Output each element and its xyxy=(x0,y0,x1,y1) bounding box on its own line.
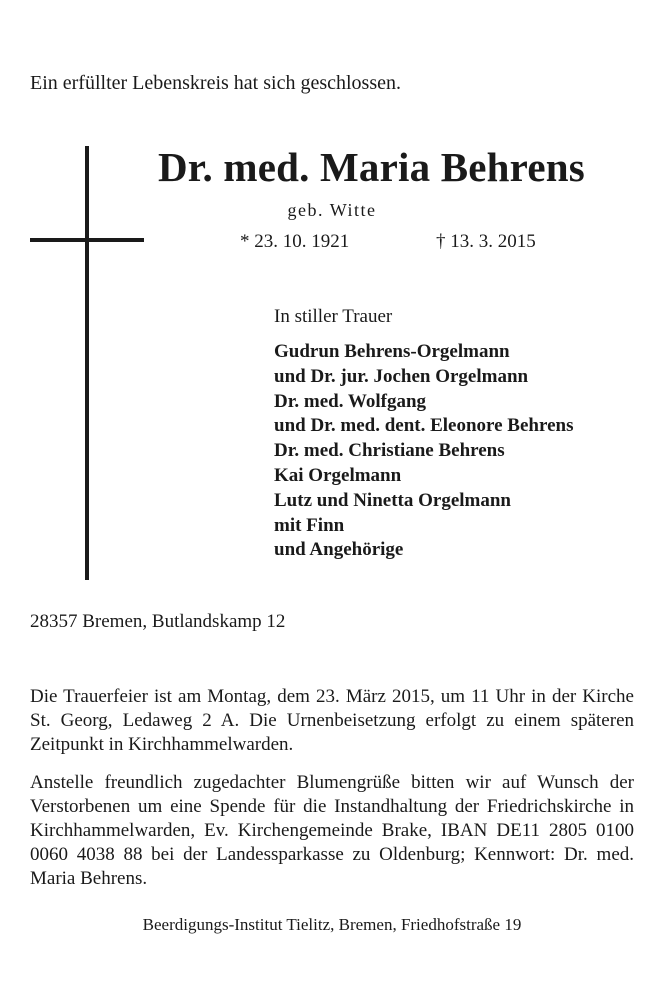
mourner-item: Gudrun Behrens-Orgelmann xyxy=(274,341,510,362)
death-date: † 13. 3. 2015 xyxy=(436,231,536,252)
deceased-name: Dr. med. Maria Behrens xyxy=(158,144,585,190)
mourners-list xyxy=(274,340,573,563)
birth-date: * 23. 10. 1921 xyxy=(240,231,350,252)
mourning-label: In stiller Trauer xyxy=(274,306,393,327)
mourner-item: und Dr. jur. Jochen Orgelmann xyxy=(274,365,529,387)
family-address: 28357 Bremen, Butlandskamp 12 xyxy=(30,611,286,632)
mourner-item: Dr. med. Wolfgang xyxy=(274,390,427,412)
mourner-item: Lutz und Ninetta Orgelmann xyxy=(274,489,511,511)
mourner-item: mit Finn xyxy=(274,514,345,536)
cross-icon-horizontal-bar xyxy=(30,238,144,242)
funeral-home-footer: Beerdigungs-Institut Tielitz, Bremen, Friedhofstraße 19 xyxy=(142,915,522,934)
mourner-item: Dr. med. Christiane Behrens xyxy=(274,440,505,462)
mourner-item: Kai Orgelmann xyxy=(274,464,402,486)
funeral-announcement: Die Trauerfeier ist am Montag, dem 23. März 2015, um 11 Uhr in der Kirche St. Georg, Ledaweg 2 A. Die Urnenbeisetzung erfolgt zu einem späteren Zeitpunkt in Kirchhammelwarden. xyxy=(30,686,634,755)
intro-line: Ein erfüllter Lebenskreis hat sich geschlossen. xyxy=(30,72,401,94)
mourner-item: und Angehörige xyxy=(274,539,404,561)
maiden-name: geb. Witte xyxy=(287,200,377,220)
mourner-item: und Dr. med. dent. Eleonore Behrens xyxy=(274,415,574,437)
donation-request: Anstelle freundlich zugedachter Blumengrüße bitten wir auf Wunsch der Verstorbenen um eine Spende für die Instandhaltung der Friedrichskirche in Kirchhammelwarden, Ev. Kirchengemeinde Brake, IBAN DE11 2805 0100 0060 4038 88 bei der Landessparkasse zu Oldenburg; Kennwort: Dr. med. Maria Behrens. xyxy=(30,772,634,889)
